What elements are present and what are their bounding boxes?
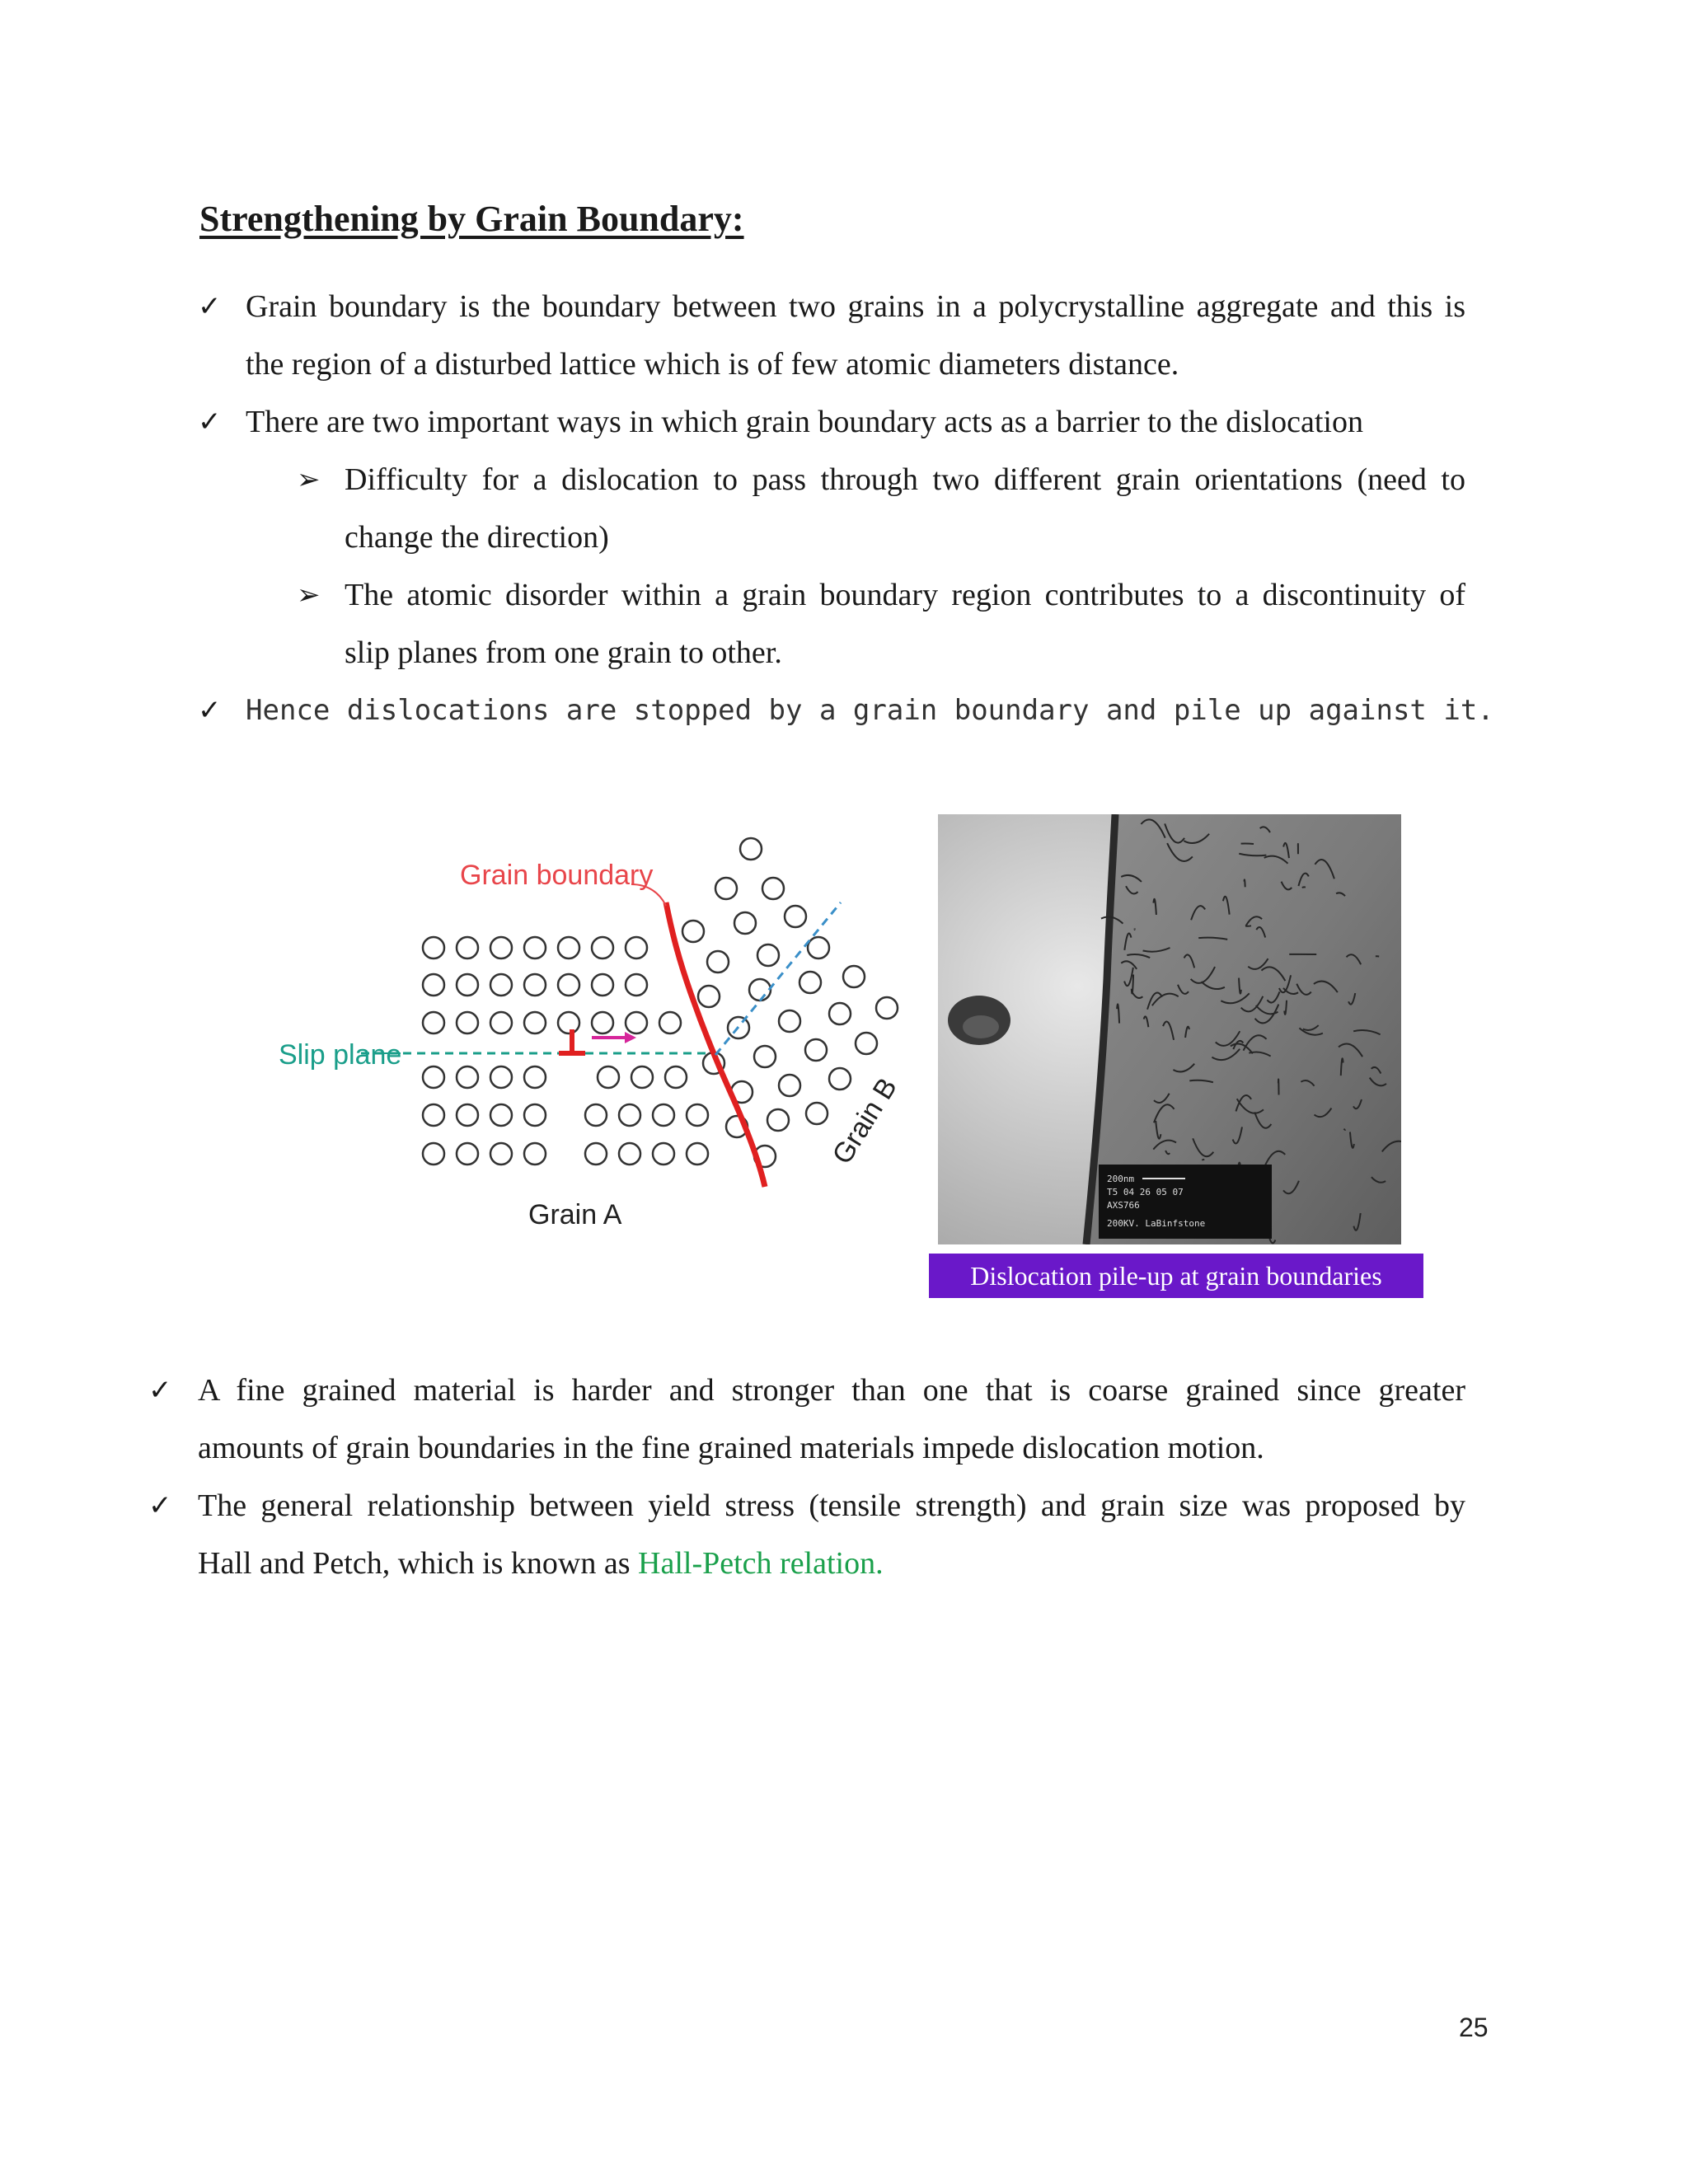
grain-b-atom <box>856 1033 877 1054</box>
grain-b-atom <box>808 937 829 958</box>
grain-a-atom <box>626 937 647 958</box>
dislocation-line <box>1241 843 1254 844</box>
grain-boundary-line <box>666 902 765 1187</box>
grain-a-atom <box>490 1012 512 1033</box>
check-icon: ✓ <box>198 290 222 323</box>
bullet-2-line-1: There are two important ways in which grain boundary acts as a barrier to the dislocation <box>246 405 1363 439</box>
scale-text-2: T5 04 26 05 07 <box>1107 1187 1184 1197</box>
grain-a-atom <box>626 974 647 996</box>
dislocation-line <box>1278 1079 1279 1094</box>
bullet-3-line-1: Hence dislocations are stopped by a grain boundary and pile up against it. <box>246 694 1494 727</box>
grain-a-atom <box>592 974 613 996</box>
grain-a-atom <box>490 974 512 996</box>
grain-b-atom <box>779 1075 800 1096</box>
grain-boundary-label: Grain boundary <box>460 860 654 891</box>
grain-a-label: Grain A <box>528 1199 622 1230</box>
page-heading: Strengthening by Grain Boundary: <box>199 199 744 239</box>
bullet-5-line-2 <box>198 1535 884 1592</box>
sub-bullet-1-line-2: change the direction) <box>345 520 609 555</box>
grain-b-atom <box>785 906 806 927</box>
bullet-5-line-1: The general relationship between yield stress (tensile strength) and grain size was proposed by <box>198 1488 1465 1523</box>
grain-a-atom <box>423 1104 444 1126</box>
bullet-1-line-1: Grain boundary is the boundary between two grains in a polycrystalline aggregate and this is <box>246 289 1465 324</box>
bullet-5-text: Hall and Petch, which is known as <box>198 1546 639 1581</box>
bullet-4-line-2: amounts of grain boundaries in the fine grained materials impede dislocation motion. <box>198 1431 1264 1465</box>
grain-a-atom <box>524 1143 546 1165</box>
grain-b-atom <box>762 878 784 899</box>
grain-b-atom <box>734 912 756 934</box>
grain-a-atom <box>558 937 579 958</box>
grain-a-atom <box>653 1104 674 1126</box>
grain-b-atom <box>740 838 762 860</box>
grain-a-atom <box>653 1143 674 1165</box>
grain-a-atom <box>423 1012 444 1033</box>
grain-b-atom <box>829 1068 851 1090</box>
grain-b-atom <box>829 1003 851 1024</box>
grain-a-atom <box>524 1012 546 1033</box>
grain-b-atom <box>698 986 720 1007</box>
grain-a-atom <box>490 1143 512 1165</box>
grain-a-atom <box>490 1104 512 1126</box>
grain-b-label: Grain B <box>826 1072 903 1170</box>
grain-a-atom <box>598 1066 619 1088</box>
grain-b-atom <box>843 966 865 987</box>
grain-a-atom <box>423 937 444 958</box>
sub-bullet-1-line-1: Difficulty for a dislocation to pass through two different grain orientations (need to <box>345 462 1465 497</box>
micrograph-image <box>938 814 1401 1244</box>
dislocation-symbol <box>559 1029 585 1053</box>
grain-a-atom <box>457 1143 478 1165</box>
hall-petch-highlight: Hall-Petch relation. <box>638 1546 884 1581</box>
grain-a-atom <box>457 974 478 996</box>
check-icon: ✓ <box>198 694 222 727</box>
check-icon: ✓ <box>198 405 222 438</box>
dislocation-line <box>1302 887 1306 888</box>
scale-text-3: AXS766 <box>1107 1200 1140 1211</box>
bullet-4-line-1: A fine grained material is harder and stronger than one that is coarse grained since greater <box>198 1373 1465 1408</box>
grain-a-atom <box>524 974 546 996</box>
grain-a-atom <box>524 1104 546 1126</box>
grain-a-atom <box>592 937 613 958</box>
grain-b-atom <box>715 878 737 899</box>
grain-a-atom <box>490 1066 512 1088</box>
grain-boundary-diagram <box>279 820 905 1240</box>
grain-a-atom <box>631 1066 653 1088</box>
grain-a-atom <box>585 1104 607 1126</box>
grain-b-atom <box>806 1103 828 1124</box>
grain-b-atom <box>707 951 729 972</box>
grain-a-atom <box>659 1012 681 1033</box>
grain-a-atom <box>524 937 546 958</box>
check-icon: ✓ <box>148 1489 172 1522</box>
grain-a-atom <box>619 1143 640 1165</box>
grain-b-atom <box>779 1010 800 1032</box>
grain-a-atom <box>687 1143 708 1165</box>
sub-bullet-2-line-1: The atomic disorder within a grain boundary region contributes to a discontinuity of <box>345 578 1465 612</box>
grain-b-atom <box>682 921 704 942</box>
page-number: 25 <box>1459 2013 1489 2042</box>
grain-a-atom <box>423 1143 444 1165</box>
bullet-1-line-2: the region of a disturbed lattice which is of few atomic diameters distance. <box>246 347 1179 382</box>
grain-a-atom <box>626 1012 647 1033</box>
grain-a-atom <box>457 1066 478 1088</box>
grain-a-atom <box>585 1143 607 1165</box>
grain-a-atom <box>619 1104 640 1126</box>
grain-a-atom <box>665 1066 687 1088</box>
grain-a-atom <box>423 1066 444 1088</box>
grain-b-atom <box>799 972 821 993</box>
grain-a-atom <box>457 1012 478 1033</box>
arrow-bullet-icon: ➢ <box>297 463 321 496</box>
grain-a-atom <box>524 1066 546 1088</box>
sub-bullet-2-line-2: slip planes from one grain to other. <box>345 635 782 670</box>
dislocation-micrograph <box>938 814 1401 1244</box>
grain-b-atom <box>757 944 779 966</box>
dislocation-line <box>1202 1159 1204 1160</box>
grain-a-atom <box>592 1012 613 1033</box>
grain-b-atom <box>749 979 771 1001</box>
grain-b-atom <box>805 1039 827 1061</box>
arrow-bullet-icon: ➢ <box>297 579 321 612</box>
grain-a-atom <box>558 974 579 996</box>
scale-text-4: 200KV. LaBinfstone <box>1107 1218 1206 1229</box>
grain-a-atom <box>457 937 478 958</box>
grain-boundary-diagram-svg <box>279 820 905 1240</box>
grain-a-atom <box>558 1012 579 1033</box>
grain-a-atom <box>423 974 444 996</box>
grain-b-atom <box>876 997 898 1019</box>
grain-a-atom <box>687 1104 708 1126</box>
check-icon: ✓ <box>148 1374 172 1407</box>
grain-a-atom <box>457 1104 478 1126</box>
scale-text-1: 200nm <box>1107 1174 1135 1184</box>
grain-b-atom <box>767 1109 789 1131</box>
figure-caption: Dislocation pile-up at grain boundaries <box>929 1254 1423 1298</box>
grain-a-atom <box>490 937 512 958</box>
grain-b-atom <box>754 1046 776 1067</box>
slip-plane-label: Slip plane <box>279 1039 402 1071</box>
